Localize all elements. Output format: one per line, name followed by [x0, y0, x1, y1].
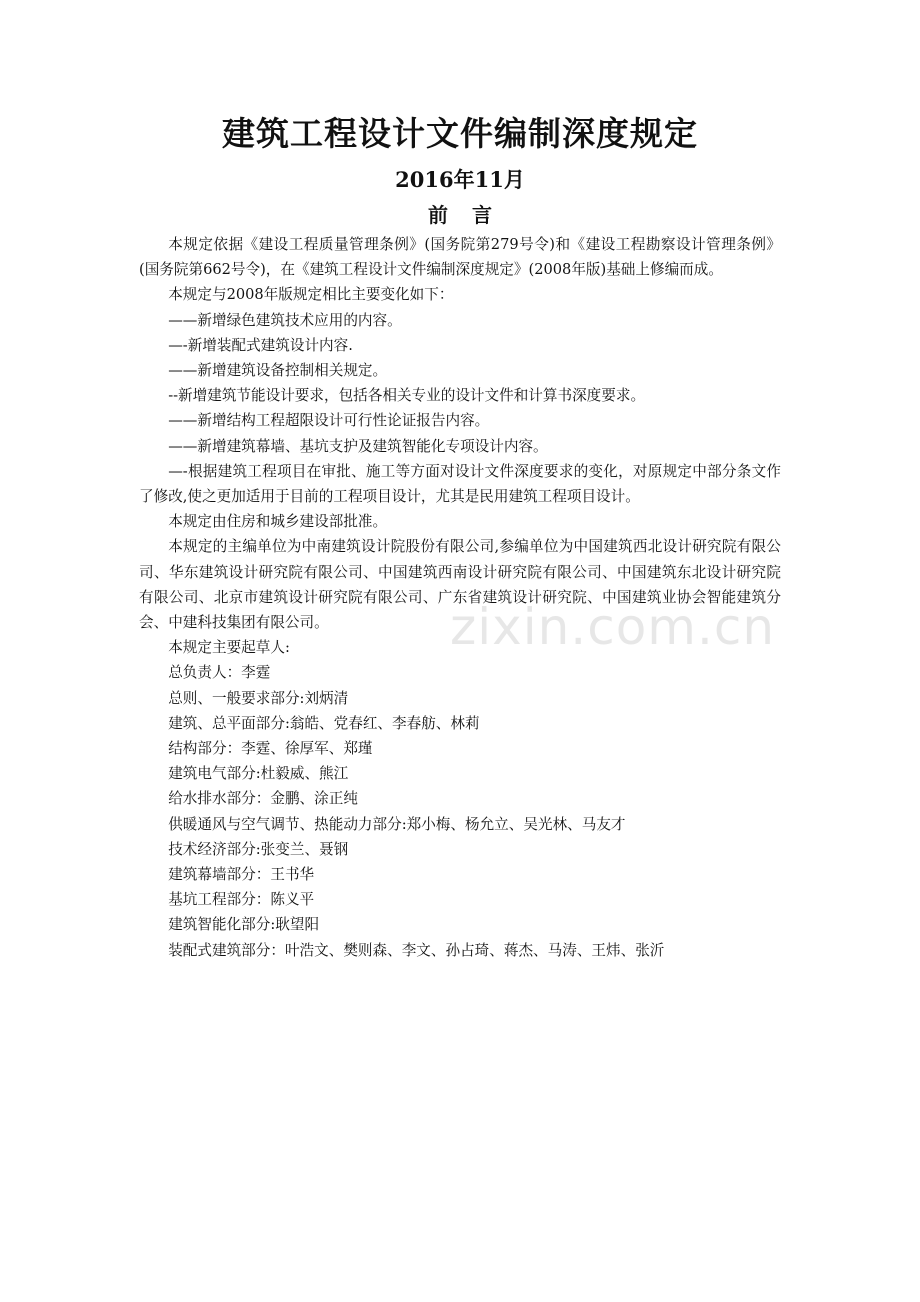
document-body [139, 232, 781, 963]
change-item: —-根据建筑工程项目在审批、施工等方面对设计文件深度要求的变化，对原规定中部分条文作了修改,使之更加适用于目前的工程项目设计，尤其是民用建筑工程项目设计。 [139, 462, 781, 506]
change-item: ——新增建筑幕墙、基坑支护及建筑智能化专项设计内容。 [168, 437, 548, 455]
paragraph-editors: 本规定的主编单位为中南建筑设计院股份有限公司,参编单位为中国建筑西北设计研究院有限公司、华东建筑设计研究院有限公司、中国建筑西南设计研究院有限公司、中国建筑东北设计研究院有限公司、北京市建筑设计研究院有限公司、广东省建筑设计研究院、中国建筑业协会智能建筑分会、中建科技集团有限公司。 [139, 538, 781, 632]
paragraph-changes-intro: 本规定与2008年版规定相比主要变化如下： [168, 286, 454, 304]
change-item: ——新增绿色建筑技术应用的内容。 [168, 311, 402, 329]
change-item: --新增建筑节能设计要求，包括各相关专业的设计文件和计算书深度要求。 [168, 387, 646, 405]
drafter-line: 建筑电气部分:杜毅威、熊江 [168, 765, 349, 783]
paragraph-basis: 本规定依据《建设工程质量管理条例》(国务院第279号令)和《建设工程勘察设计管理条例》(国务院第662号令)，在《建筑工程设计文件编制深度规定》(2008年版)基础上修编而成。 [139, 236, 781, 279]
drafter-line: 总负责人：李霆 [168, 664, 271, 682]
drafter-line: 供暖通风与空气调节、热能动力部分:郑小梅、杨允立、吴光林、马友才 [168, 815, 626, 833]
change-item: ——新增结构工程超限设计可行性论证报告内容。 [168, 412, 490, 430]
document-date: 2016年11月 [395, 167, 525, 192]
drafter-line: 给水排水部分：金鹏、涂正纯 [168, 790, 358, 808]
paragraph-approval: 本规定由住房和城乡建设部批准。 [168, 513, 388, 531]
drafter-line: 装配式建筑部分：叶浩文、樊则森、李文、孙占琦、蒋杰、马涛、王炜、张沂 [168, 941, 665, 959]
drafter-line: 建筑、总平面部分:翁皓、党春红、李春舫、林莉 [168, 714, 480, 732]
change-item: ——新增建筑设备控制相关规定。 [168, 362, 388, 380]
change-item: —-新增装配式建筑设计内容. [168, 336, 353, 354]
drafter-line: 结构部分：李霆、徐厚军、郑瑾 [168, 740, 373, 758]
paragraph-drafters-intro: 本规定主要起草人: [168, 639, 290, 657]
drafter-line: 总则、一般要求部分:刘炳清 [168, 689, 349, 707]
document-title: 建筑工程设计文件编制深度规定 [222, 114, 698, 153]
drafter-line: 建筑幕墙部分：王书华 [168, 866, 315, 884]
drafter-line: 基坑工程部分：陈义平 [168, 891, 315, 909]
watermark: zixin.com.cn [450, 598, 776, 656]
section-heading: 前言 [428, 203, 516, 227]
drafter-line: 技术经济部分:张变兰、聂钢 [168, 840, 349, 858]
drafter-line: 建筑智能化部分:耿望阳 [168, 916, 320, 934]
drafters-list [139, 660, 781, 962]
